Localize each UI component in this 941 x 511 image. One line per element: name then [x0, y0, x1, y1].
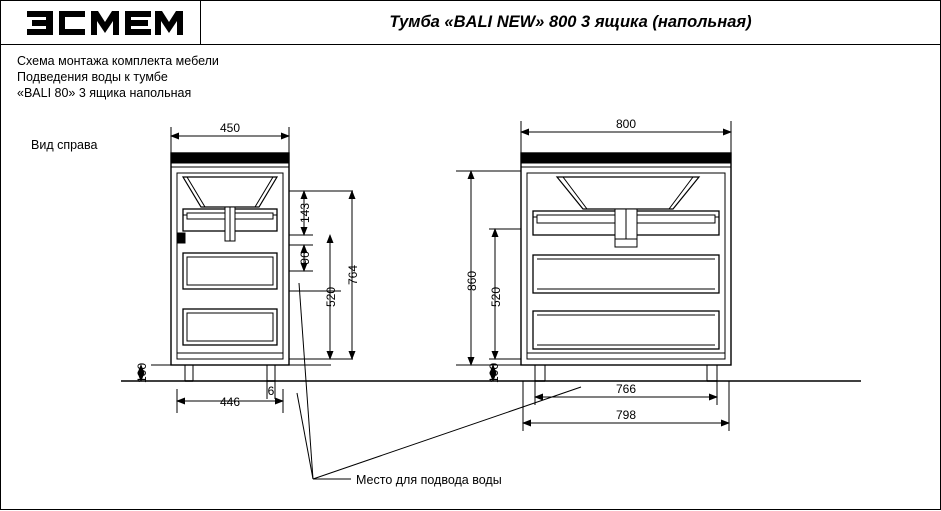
technical-drawing: [1, 1, 941, 511]
dim-100-right: 100: [487, 362, 501, 384]
dim-860: 860: [465, 270, 479, 292]
scheme-caption-line1: Схема монтажа комплекта мебели: [17, 54, 219, 68]
scheme-caption-line3: «BALI 80» 3 ящика напольная: [17, 86, 192, 100]
sheet-title: Тумба «BALI NEW» 800 3 ящика (напольная): [389, 13, 752, 31]
dim-143: 143: [298, 202, 312, 224]
dim-520-left: 520: [324, 286, 338, 308]
right-view-label: Вид справа: [31, 138, 98, 152]
dim-96: 96: [298, 251, 312, 265]
dim-446: 446: [219, 395, 241, 409]
dim-450: 450: [219, 121, 241, 135]
dim-764: 764: [346, 264, 360, 286]
dim-800: 800: [615, 117, 637, 131]
dim-766: 766: [615, 382, 637, 396]
water-point-label: Место для подвода воды: [356, 473, 502, 487]
dim-798: 798: [615, 408, 637, 422]
dim-6: 6: [267, 384, 275, 398]
dim-100-left: 100: [135, 362, 149, 384]
dim-520-right: 520: [489, 286, 503, 308]
scheme-caption-line2: Подведения воды к тумбе: [17, 70, 168, 84]
